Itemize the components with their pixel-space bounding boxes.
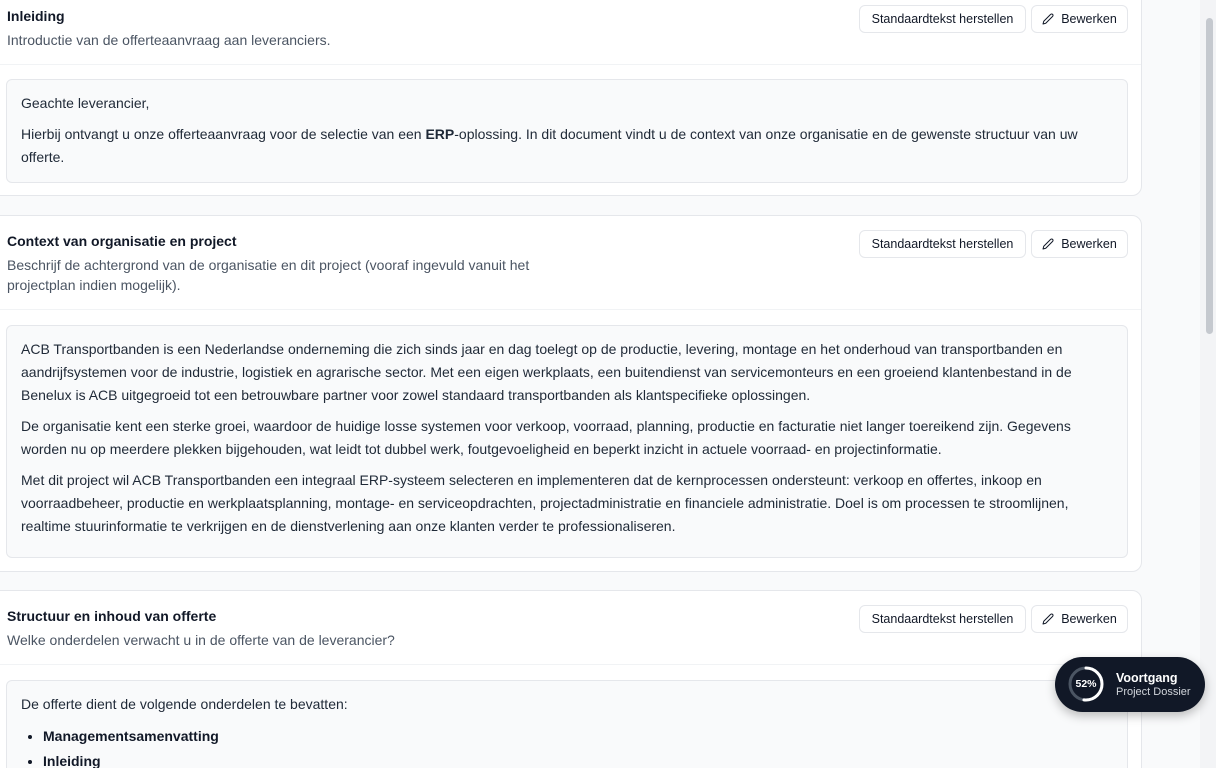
section-title: Inleiding	[7, 8, 65, 24]
section-divider	[0, 309, 1141, 310]
edit-button-label: Bewerken	[1061, 12, 1117, 26]
section-content	[6, 325, 1128, 558]
content-paragraph: De organisatie kent een sterke groei, waardoor de huidige losse systemen voor verkoop, voorraad, planning, productie en facturatie niet langer toereikend zijn. Gegevens worden nu op meerdere plekken bijgehouden, wat leidt tot dubbel werk, foutgevoeligheid en beperkt inzicht in actuele voorraad- en projectinformatie.	[21, 418, 1071, 457]
progress-widget[interactable]	[1055, 657, 1205, 712]
restore-default-text-button[interactable]	[859, 5, 1026, 33]
section-content	[6, 79, 1128, 183]
section-card-inleiding	[0, 0, 1142, 196]
content-greeting: Geachte leverancier,	[21, 95, 150, 111]
content-paragraph: ACB Transportbanden is een Nederlandse onderneming die zich sinds jaar en dag toelegt op de productie, levering, montage en het onderhoud van transportbanden en aandrijfsystemen voor de industrie, logistiek en agrarische sector. Met een eigen werkplaats, een buitendienst van servicemonteurs en een groeiend klantenbestand in de Benelux is ACB uitgegroeid tot een betrouwbare partner voor zowel standaard transportbanden als klantspecifieke oplossingen.	[21, 341, 1072, 403]
restore-button-label: Standaardtekst herstellen	[871, 12, 1014, 26]
content-intro: De offerte dient de volgende onderdelen te bevatten:	[21, 696, 348, 712]
section-description: Welke onderdelen verwacht u in de offerte van de leverancier?	[7, 632, 395, 648]
scrollbar-thumb[interactable]	[1206, 18, 1213, 334]
section-description: Beschrijf de achtergrond van de organisatie en dit project (vooraf ingevuld vanuit het projectplan indien mogelijk).	[7, 257, 530, 293]
edit-button[interactable]	[1031, 5, 1128, 33]
progress-percent: 52%	[1075, 678, 1097, 690]
restore-default-text-button[interactable]	[859, 605, 1026, 633]
list-item: • Managementsamenvatting	[43, 724, 1113, 749]
edit-button[interactable]	[1031, 230, 1128, 258]
edit-button[interactable]	[1031, 605, 1128, 633]
restore-button-label: Standaardtekst herstellen	[871, 612, 1014, 626]
progress-subtitle: Project Dossier	[1116, 686, 1191, 698]
scrollbar[interactable]	[1200, 0, 1216, 768]
section-divider	[0, 664, 1141, 665]
list-item: • Inleiding	[43, 749, 1113, 768]
edit-button-label: Bewerken	[1061, 237, 1117, 251]
section-description: Introductie van de offerteaanvraag aan leveranciers.	[7, 32, 331, 48]
progress-title: Voortgang	[1116, 671, 1178, 685]
section-card-context	[0, 215, 1142, 572]
section-title: Context van organisatie en project	[7, 233, 237, 249]
section-card-structuur	[0, 590, 1142, 768]
content-paragraph: Met dit project wil ACB Transportbanden een integraal ERP-systeem selecteren en implementeren dat de kernprocessen ondersteunt: verkoop en offertes, inkoop en voorraadbeheer, productie en werkplaatsplanning, montage- en serviceopdrachten, projectadministratie en financiele administratie. Doel is om processen te stroomlijnen, realtime stuurinformatie te verkrijgen en de dienstverlening aan onze klanten verder te professionaliseren.	[21, 472, 1069, 534]
content-paragraph: Hierbij ontvangt u onze offerteaanvraag voor de selectie van een ERP-oplossing. In dit document vindt u de context van onze organisatie en de gewenste structuur van uw offerte.	[21, 126, 1078, 165]
section-divider	[0, 64, 1141, 65]
section-title: Structuur en inhoud van offerte	[7, 608, 217, 624]
section-content	[6, 680, 1128, 768]
restore-button-label: Standaardtekst herstellen	[871, 237, 1014, 251]
pencil-icon	[1042, 238, 1054, 250]
pencil-icon	[1042, 613, 1054, 625]
edit-button-label: Bewerken	[1061, 612, 1117, 626]
pencil-icon	[1042, 13, 1054, 25]
offer-parts-list	[21, 724, 1113, 768]
restore-default-text-button[interactable]	[859, 230, 1026, 258]
